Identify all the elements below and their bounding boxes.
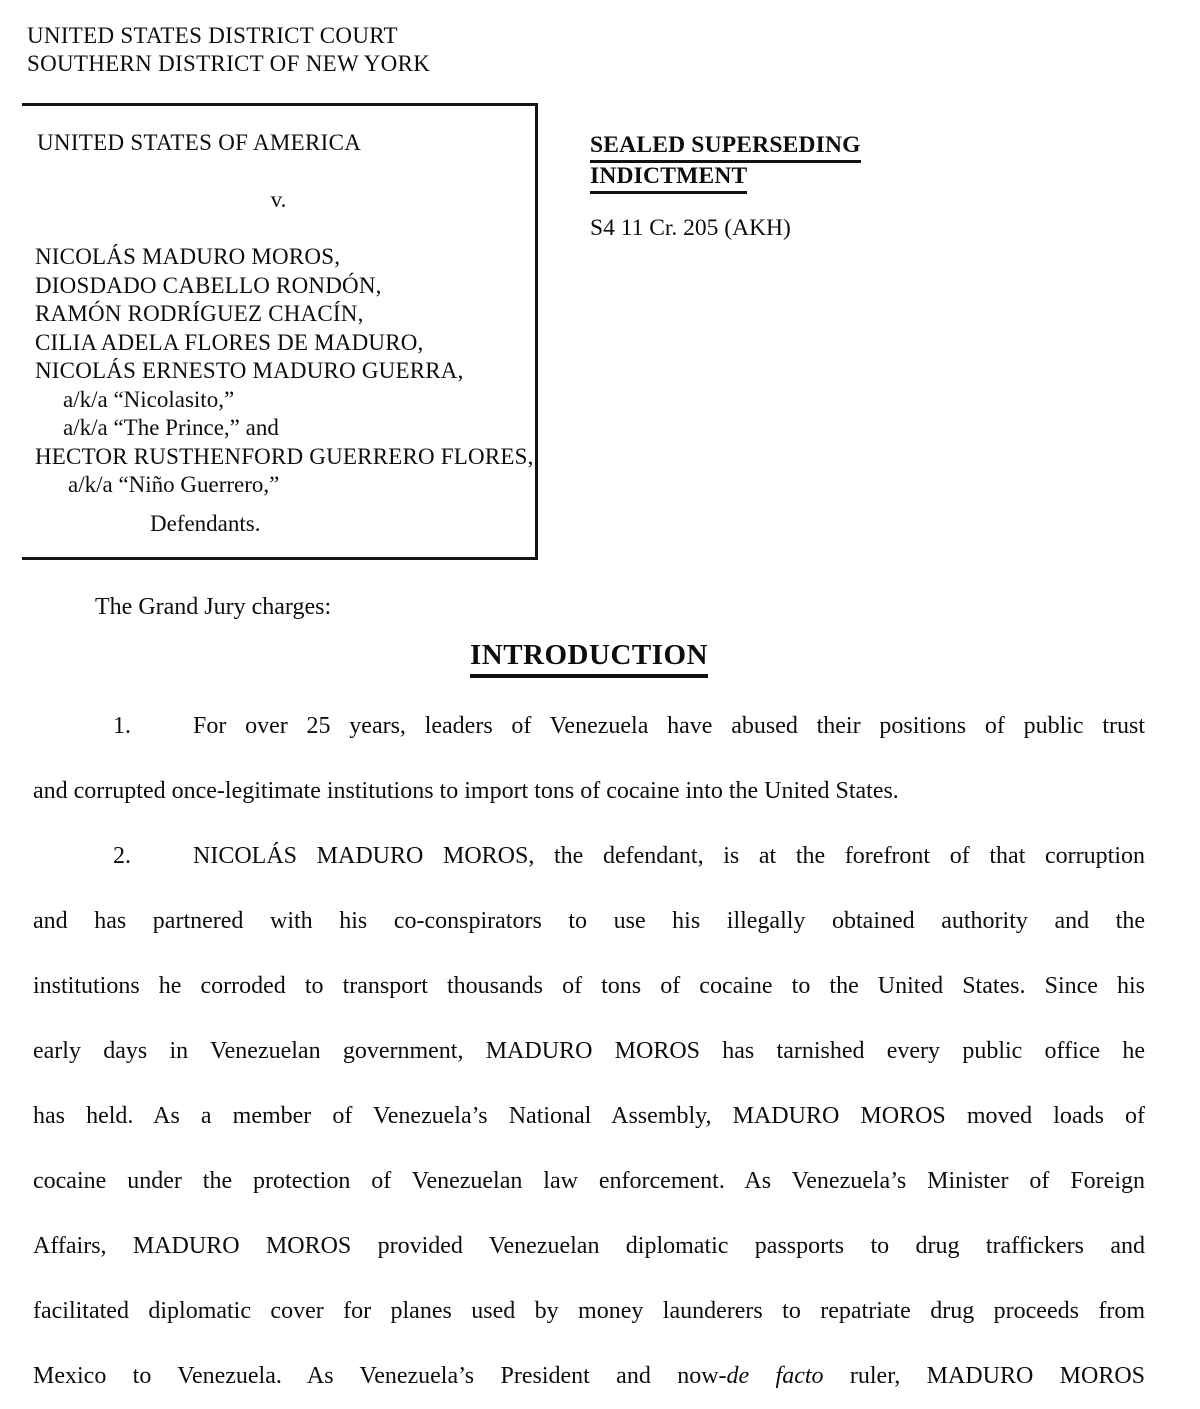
paragraph-2-line: and has partnered with his co-conspirators to use his illegally obtained authority and the xyxy=(33,908,1145,934)
plaintiff-name: UNITED STATES OF AMERICA xyxy=(37,130,362,155)
defendant-alias: a/k/a “The Prince,” and xyxy=(63,415,279,440)
court-name: UNITED STATES DISTRICT COURT xyxy=(27,23,398,48)
indictment-title-line1: SEALED SUPERSEDING xyxy=(590,132,861,163)
defendant-name: CILIA ADELA FLORES DE MADURO, xyxy=(35,329,424,355)
paragraph-2-number: 2. xyxy=(113,843,131,869)
de-facto-italic: de facto xyxy=(726,1363,824,1389)
defendant-name: RAMÓN RODRÍGUEZ CHACÍN, xyxy=(35,301,364,326)
court-header xyxy=(27,22,430,78)
paragraph-1-number: 1. xyxy=(113,713,131,739)
paragraph-2-line: cocaine under the protection of Venezuelan law enforcement. As Venezuela’s Minister of Foreign xyxy=(33,1168,1145,1194)
court-district: SOUTHERN DISTRICT OF NEW YORK xyxy=(27,51,431,76)
defendant-alias: a/k/a “Niño Guerrero,” xyxy=(68,472,280,497)
paragraph-2-line: Mexico to Venezuela. As Venezuela’s President and now-de facto ruler, MADURO MOROS xyxy=(33,1363,1146,1389)
defendants-list xyxy=(35,243,534,500)
versus-label: v. xyxy=(270,187,287,212)
paragraph-2-line: Affairs, MADURO MOROS provided Venezuelan diplomatic passports to drug traffickers and xyxy=(33,1233,1145,1259)
grand-jury-charges: The Grand Jury charges: xyxy=(95,594,332,620)
case-number: S4 11 Cr. 205 (AKH) xyxy=(590,215,791,241)
body-text xyxy=(33,694,1145,1409)
indictment-title xyxy=(590,132,861,194)
filing-block xyxy=(590,132,861,242)
defendant-alias: a/k/a “Nicolasito,” xyxy=(63,386,235,412)
defendant-name: NICOLÁS ERNESTO MADURO GUERRA, xyxy=(35,358,464,383)
introduction-heading: INTRODUCTION xyxy=(33,639,1145,678)
paragraph-1-line: and corrupted once-legitimate institutions to import tons of cocaine into the United States. xyxy=(33,778,899,804)
paragraph-2-line: facilitated diplomatic cover for planes used by money launderers to repatriate drug proceeds from xyxy=(33,1298,1145,1324)
paragraph-1-line: 1. For over 25 years, leaders of Venezuela have abused their positions of public trust xyxy=(113,713,1145,739)
indictment-title-line2: INDICTMENT xyxy=(590,163,747,194)
case-caption-box xyxy=(22,103,538,560)
defendant-name: NICOLÁS MADURO MOROS, xyxy=(35,244,341,269)
defendant-name: HECTOR RUSTHENFORD GUERRERO FLORES, xyxy=(35,443,534,469)
defendants-label: Defendants. xyxy=(150,511,261,536)
paragraph-2-line: 2. NICOLÁS MADURO MOROS, the defendant, is at the forefront of that corruption xyxy=(113,843,1145,869)
paragraph-2-line: early days in Venezuelan government, MADURO MOROS has tarnished every public office he xyxy=(33,1038,1145,1064)
paragraph-2-line: has held. As a member of Venezuela’s National Assembly, MADURO MOROS moved loads of xyxy=(33,1103,1145,1129)
paragraph-2-line: institutions he corroded to transport thousands of tons of cocaine to the United States. Since his xyxy=(33,973,1145,999)
defendant-name: DIOSDADO CABELLO RONDÓN, xyxy=(35,272,382,298)
